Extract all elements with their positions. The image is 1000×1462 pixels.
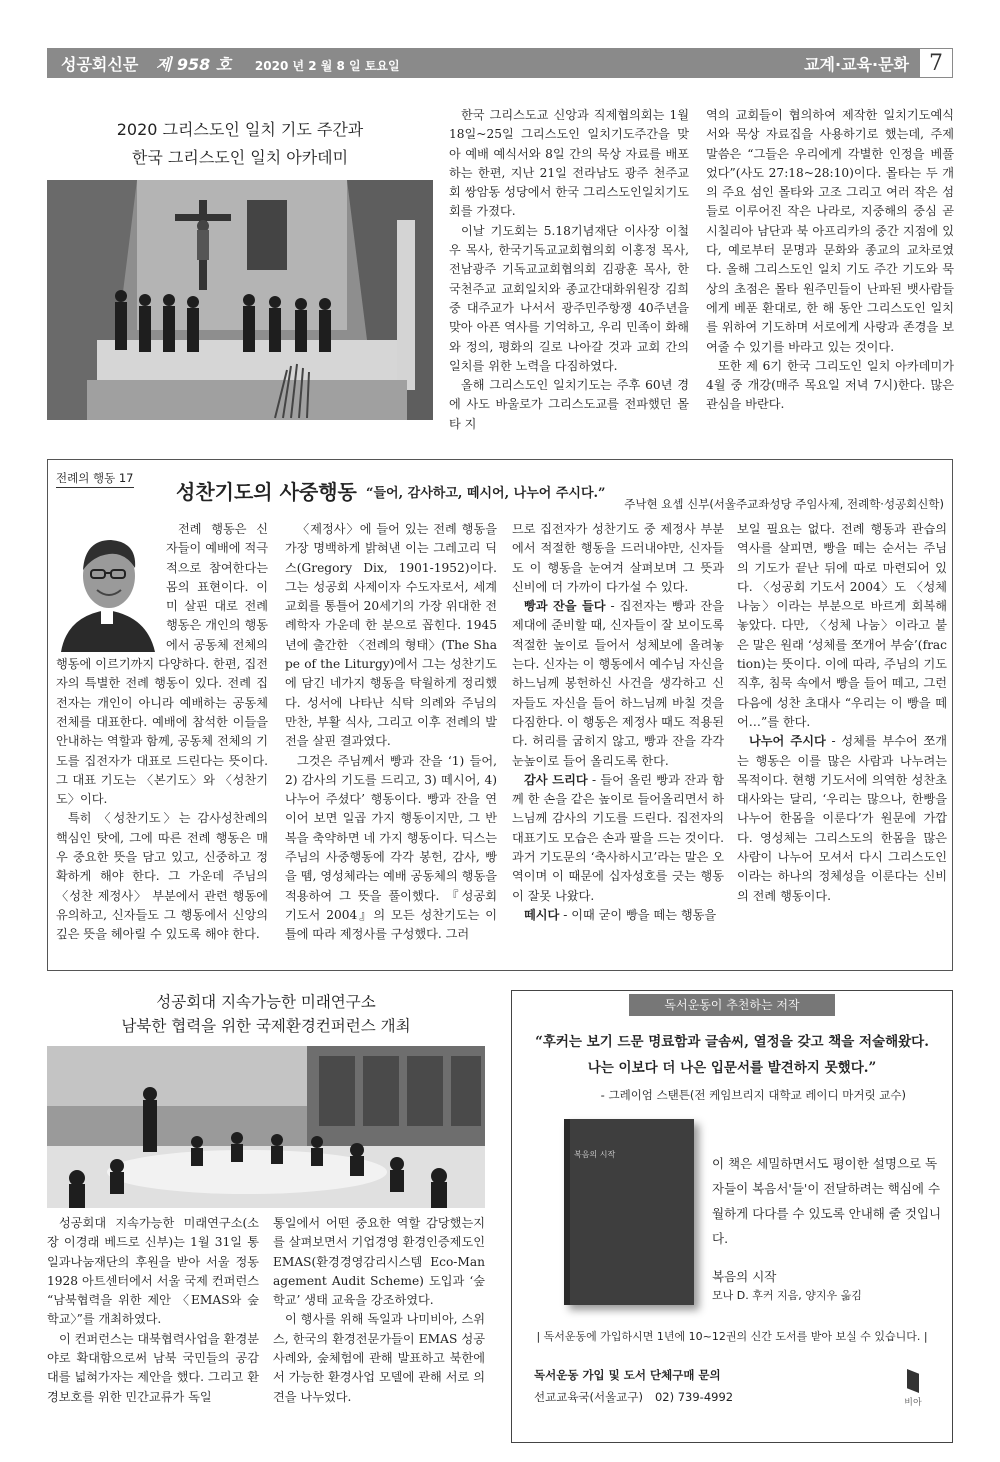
liturgy-paragraph: 특히 〈성찬기도〉는 감사성찬례의 핵심인 탓에, 그에 따른 전례 행동은 매우 중요한 뜻을 담고 있고, 신중하고 정확하게 해야 한다. 그 가운데 주님의 〈성찬 제정사〉 부분에서 관련 행동에 유의하고, 신자들도 그 행동에서 신앙의 깊은 뜻을 헤아릴 수 있도록 해야 한다.: [56, 811, 268, 942]
liturgy-column-2: [285, 520, 497, 960]
prayer-service-photo: [47, 180, 433, 420]
ad-contact-heading: 독서운동 가입 및 도서 단체구매 문의: [534, 1368, 721, 1382]
liturgy-paragraph: 전례 행동은 신자들이 예배에 적극적으로 참여한다는 몸의 표현이다. 이미 살핀 대로 전례 행동은 개인의 행동에서 공동체 전체의 행동에 이르기까지 다양하다. 한편, 집전자의 특별한 전례 행동이 있다. 전례 집전자는 개인이 아니라 예배하는 공동체 전체를 대표한다. 예배에 참석한 이들을 안내하는 역할과 함께, 공동체 전체의 기도를 집전자가 대표로 드린다는 뜻이다. 그 대표 기도는 〈본기도〉와 〈성찬기도〉이다.: [56, 522, 268, 807]
liturgy-subtitle: “들어, 감사하고, 떼시어, 나누어 주시다.”: [366, 486, 606, 501]
article1-column-2: [706, 106, 954, 418]
keyword-lift: 빵과 잔을 들다: [524, 599, 606, 614]
ad-description: 이 책은 세밀하면서도 평이한 설명으로 독자들이 복음서'들'이 전달하려는 핵심에 수월하게 다다를 수 있도록 안내해 줄 것입니다.: [712, 1156, 942, 1246]
series-label: 전례의 행동 17: [56, 470, 134, 488]
ad-tag: 독서운동이 추천하는 저작: [629, 994, 835, 1016]
liturgy-title: 성찬기도의 사중행동: [176, 480, 357, 504]
book-cover: [564, 1119, 694, 1305]
author-portrait: [55, 526, 159, 652]
paragraph-text: - 이때 굳이 빵을 떼는 행동을: [559, 907, 717, 922]
article1-paragraph: 올해 그리스도인 일치기도는 주후 60년 경에 사도 바울로가 그리스도교를 전파했던 몰타 지: [449, 378, 689, 431]
book-spine: [564, 1119, 570, 1305]
liturgy-paragraph: [737, 732, 947, 906]
paragraph-text: - 성체를 부수어 쪼개는 행동은 이를 많은 사람과 나누려는 목적이다. 현행 기도서에 의역한 성찬초대사와는 달리, ‘우리는 많으나, 한빵을 나누어 한몸을 이룬다’가 원문에 가깝다. 영성체는 그리스도의 한몸을 많은 사람이 나누어 모셔서 다시 그리스도인이라는 하나의 정체성을 이룬다는 신비의 전례 행동이다.: [737, 734, 947, 903]
paragraph-text: - 들어 올린 빵과 잔과 함께 한 손을 같은 높이로 들어올리면서 하느님께 감사의 기도를 드린다. 집전자의 대표기도 모습은 손과 팔을 드는 것이다. 과거 기도문의 ‘축사하시고’라는 말은 오역이며 이 때문에 십자성호를 긋는 행동이 잘못 나왔다.: [512, 772, 724, 903]
liturgy-column-4: [737, 520, 947, 960]
article2-paragraph: 이 컨퍼런스는 대북협력사업을 환경분야로 확대함으로써 남북 국민들의 공감대를 넓혀가자는 제안을 했다. 그리고 환경보호를 위한 민간교류가 독일: [47, 1331, 259, 1404]
ad-quote-line1: “후커는 보기 드문 명료함과 글솜씨, 열정을 갖고 책을 저술해왔다.: [535, 1034, 929, 1050]
header-left: [61, 52, 400, 75]
paragraph-text: - 집전자는 빵과 잔을 제대에 준비할 때, 신자들이 잘 보이도록 적절한 높이로 들어서 성체보에 올려놓는다. 신자는 이 행동에서 예수님 자신을 하느님께 봉헌하신 사건을 생각하고 신자들도 자신을 들어 하느님께 바칠 것을 다짐한다. 이 행동은 제정사 때도 적용된다. 허리를 굽히지 않고, 빵과 잔을 각각 눈높이로 들어 올리도록 한다.: [512, 599, 724, 768]
article2-paragraph: 통일에서 어떤 중요한 역할 감당했는지를 살펴보면서 기업경영 환경인증제도인 EMAS(환경경영감리시스템 Eco-Management Audit Scheme) 도입과 ‘숲 학교’ 생태 교육을 강조하였다.: [273, 1216, 485, 1308]
author-byline: 주낙현 요셉 신부(서울주교좌성당 주임사제, 전례학·성공회신학): [624, 497, 944, 511]
ad-book-title: 복음의 시작: [712, 1269, 777, 1284]
liturgy-column-box: [47, 459, 953, 971]
ad-quote-author: - 그레이엄 스탠튼(전 케임브리지 대학교 레이디 마거릿 교수): [600, 1088, 906, 1102]
ad-contact-line: [534, 1389, 733, 1405]
book-cover-title: 복음의 시작: [574, 1150, 616, 1159]
keyword-give: 나누어 주시다: [749, 734, 826, 749]
ad-book-author: 모나 D. 후커 지음, 양지우 옮김: [712, 1289, 862, 1302]
liturgy-paragraph: 그것은 주님께서 빵과 잔을 ‘1) 들어, 2) 감사의 기도를 드리고, 3) 떼시어, 4) 나누어 주셨다’ 행동이다. 빵과 잔을 연이어 보면 일곱 가지 행동이지만, 그 반복을 축약하면 네 가지 행동이다. 딕스는 주님의 사중행동에 각각 봉헌, 감사, 빵을 뗌, 영성체라는 예배 공동체의 행동을 적용하여 그 뜻을 풀이했다. 『성공회 기도서 2004』의 모든 성찬기도는 이 틀에 따라 제정사를 구성했다. 그러: [285, 753, 497, 942]
conference-photo: [47, 1046, 485, 1208]
article2-title: [47, 990, 485, 1038]
article1-paragraph: 이날 기도회는 5.18기념재단 이사장 이철우 목사, 한국기독교교회협의회 이홍정 목사, 전남광주 기독교교회협의회 김광훈 목사, 한국천주교 교회일치와 종교간대화위원장 김희중 대주교가 나서서 광주민주항쟁 40주년을 맞아 아픈 역사를 기억하고, 우리 민족이 화해와 정의, 평화의 길로 나아갈 것과 교회 간의 일치를 위한 노력을 다짐하였다.: [449, 223, 689, 373]
keyword-thanks: 감사 드리다: [524, 772, 588, 787]
publisher-logo: [896, 1369, 930, 1409]
ad-contact-org: 선교교육국(서울교구): [534, 1390, 643, 1404]
article2-paragraph: 이 행사를 위해 독일과 나미비아, 스위스, 한국의 환경전문가들이 EMAS 성공사례와, 숲체험에 관해 발표하고 북한에서 가능한 환경사업 모델에 관해 서로 의견을 나누었다.: [273, 1312, 485, 1404]
article1-title-line1: 2020 그리스도인 일치 기도 주간과: [116, 120, 364, 139]
ad-quote: [512, 1029, 952, 1081]
publisher-name: 비아: [904, 1398, 922, 1408]
article2-title-line1: 성공회대 지속가능한 미래연구소: [156, 993, 376, 1011]
liturgy-paragraph: 〈제정사〉에 들어 있는 전례 행동을 가장 명백하게 밝혀낸 이는 그레고리 딕스(Gregory Dix, 1901-1952)이다. 그는 성공회 사제이자 수도자로서, 세계 교회를 통틀어 20세기의 가장 위대한 전례학자 가운데 한 분으로 꼽힌다. 1945년에 출간한 〈전례의 형태〉(The Shape of the Liturgy)에서 그는 성찬기도에 담긴 네가지 행동을 탁월하게 정리했다. 성서에 나타난 식탁 의례와 주님의 만찬, 부활 식사, 그리고 이후 전례의 발전을 살핀 결과였다.: [285, 522, 497, 749]
issue-number: 제 958 호: [155, 55, 232, 74]
article2-title-line2: 남북한 협력을 위한 국제환경컨퍼런스 개최: [121, 1017, 411, 1035]
keyword-break: 떼시다: [524, 907, 560, 922]
article1-paragraph: 한국 그리스도교 신앙과 직제협의회는 1월 18일~25일 그리스도인 일치기도주간을 맞아 예배 예식서와 8일 간의 묵상 자료를 배포하는 한편, 지난 21일 전라남도 광주 천주교회 쌍암동 성당에서 한국 그리스도인일치기도회를 가졌다.: [449, 108, 689, 219]
ad-contact-phone: 02) 739-4992: [654, 1390, 734, 1404]
liturgy-paragraph: [512, 906, 724, 925]
issue-date: 2020 년 2 월 8 일 토요일: [254, 59, 400, 73]
ad-quote-line2: 나는 이보다 더 나은 입문서를 발견하지 못했다.”: [587, 1060, 877, 1076]
liturgy-paragraph: [512, 597, 724, 771]
book-advertisement: [511, 990, 953, 1443]
article2-column-2: [273, 1214, 485, 1444]
publisher-logo-icon: [907, 1369, 919, 1393]
paper-name: 성공회신문: [61, 55, 139, 74]
article1-paragraph: 역의 교회들이 협의하여 제작한 일치기도예식서와 묵상 자료집을 사용하기로 했는데, 주제 말씀은 “그들은 우리에게 각별한 인정을 베풀었다”(사도 27:18~28:10)이다. 몰타는 두 개의 주요 섬인 몰타와 고조 그리고 여러 작은 섬들로 이루어진 작은 나라로, 지중해의 중심 곧 시칠리아 남단과 북 아프리카의 중간 지점에 있다, 예로부터 문명과 문화와 종교의 교차로였다. 올해 그리스도인 일치 기도 주간 기도와 묵상의 초점은 몰타 원주민들이 난파된 뱃사람들에게 베푼 환대로, 한 해 동안 그리스도인 일치를 위하여 기도하며 서로에게 사랑과 존경을 보여줄 수 있기를 바라고 있는 것이다.: [706, 108, 954, 354]
liturgy-paragraph: 므로 집전자가 성찬기도 중 제정사 부분에서 적절한 행동을 드러내야만, 신자들도 이 행동을 눈여겨 살펴보며 그 뜻과 신비에 더 가까이 다가설 수 있다.: [512, 522, 724, 594]
page-number: 7: [919, 48, 953, 78]
liturgy-column-3: [512, 520, 724, 960]
liturgy-paragraph: 보일 필요는 없다. 전례 행동과 관습의 역사를 살피면, 빵을 떼는 순서는 주님의 기도가 끝난 뒤에 따로 마련되어 있다. 〈성공회 기도서 2004〉도 〈성체 나눔〉이라는 부분으로 바르게 회복해 놓았다. 다만, 〈성체 나눔〉이라고 붙은 말은 원래 ‘성체를 쪼개어 부숨’(fraction)는 뜻이다. 이에 따라, 주님의 기도 직후, 침묵 속에서 빵을 들어 떼고, 그런 다음에 성찬 초대사 “우리는 이 빵을 떼어…”를 한다.: [737, 522, 947, 729]
ad-membership-notice: | 독서운동에 가입하시면 1년에 10~12권의 신간 도서를 받아 보실 수 있습니다. |: [536, 1330, 928, 1343]
liturgy-paragraph: [512, 771, 724, 906]
article1-title-line2: 한국 그리스도인 일치 아카데미: [131, 148, 349, 167]
article1-column-1: [449, 106, 689, 431]
article2-column-1: [47, 1214, 259, 1444]
article2-paragraph: 성공회대 지속가능한 미래연구소(소장 이경래 베드로 신부)는 1월 31일 통일과나눔재단의 후원을 받아 서울 정동 1928 아트센터에서 서울 국제 컨퍼런스 “남북협력을 위한 제안 〈EMAS와 숲학교〉”를 개최하였다.: [47, 1216, 259, 1327]
page-header: [47, 48, 953, 78]
article1-title: [47, 116, 433, 172]
article1-paragraph: 또한 제 6기 한국 그리도인 일치 아카데미가 4월 중 개강(매주 목요일 저녁 7시)한다. 많은 관심을 바란다.: [706, 358, 954, 412]
section-name: 교계·교육·문화: [804, 55, 909, 74]
